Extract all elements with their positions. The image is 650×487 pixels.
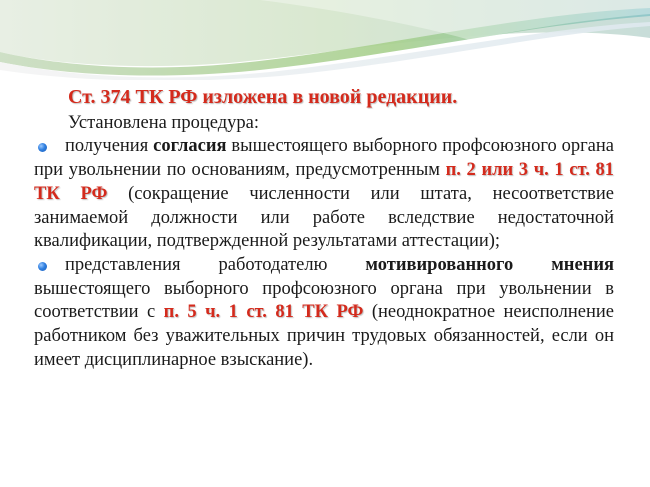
- law-reference: п. 5 ч. 1 ст. 81 ТК РФ: [163, 302, 364, 323]
- slide-title: Ст. 374 ТК РФ изложена в новой редакции.: [68, 86, 458, 108]
- bullet-item-consent: получения согласия вышестоящего выборного профсоюзного органа при увольнении по основаниям, предусмотренным п. 2 или 3 ч. 1 ст. 81 ТК РФ (сокращение численности или штата, несоответствие занимаемой должности или работе вследствие недостаточной квалификации, подтвержденной результатами аттестации);: [34, 136, 614, 252]
- intro-text: Установлена процедура:: [68, 112, 259, 133]
- slide-content: [34, 86, 614, 372]
- emphasis-text: мотивированного мнения: [365, 254, 614, 275]
- bullet-dot-icon: [38, 143, 47, 152]
- emphasis-text: согласия: [153, 136, 227, 157]
- bullet-dot-icon: [38, 262, 47, 271]
- bullet-item-opinion: представления работодателю мотивированного мнения вышестоящего выборного профсоюзного органа при увольнении в соответствии с п. 5 ч. 1 ст. 81 ТК РФ (неоднократное неисполнение работником без уважительных причин трудовых обязанностей, если он имеет дисциплинарное взыскание).: [34, 254, 614, 370]
- law-reference: п. 2 или 3 ч. 1 ст. 81 ТК РФ: [34, 160, 614, 204]
- header-swoosh-decoration: [0, 0, 650, 80]
